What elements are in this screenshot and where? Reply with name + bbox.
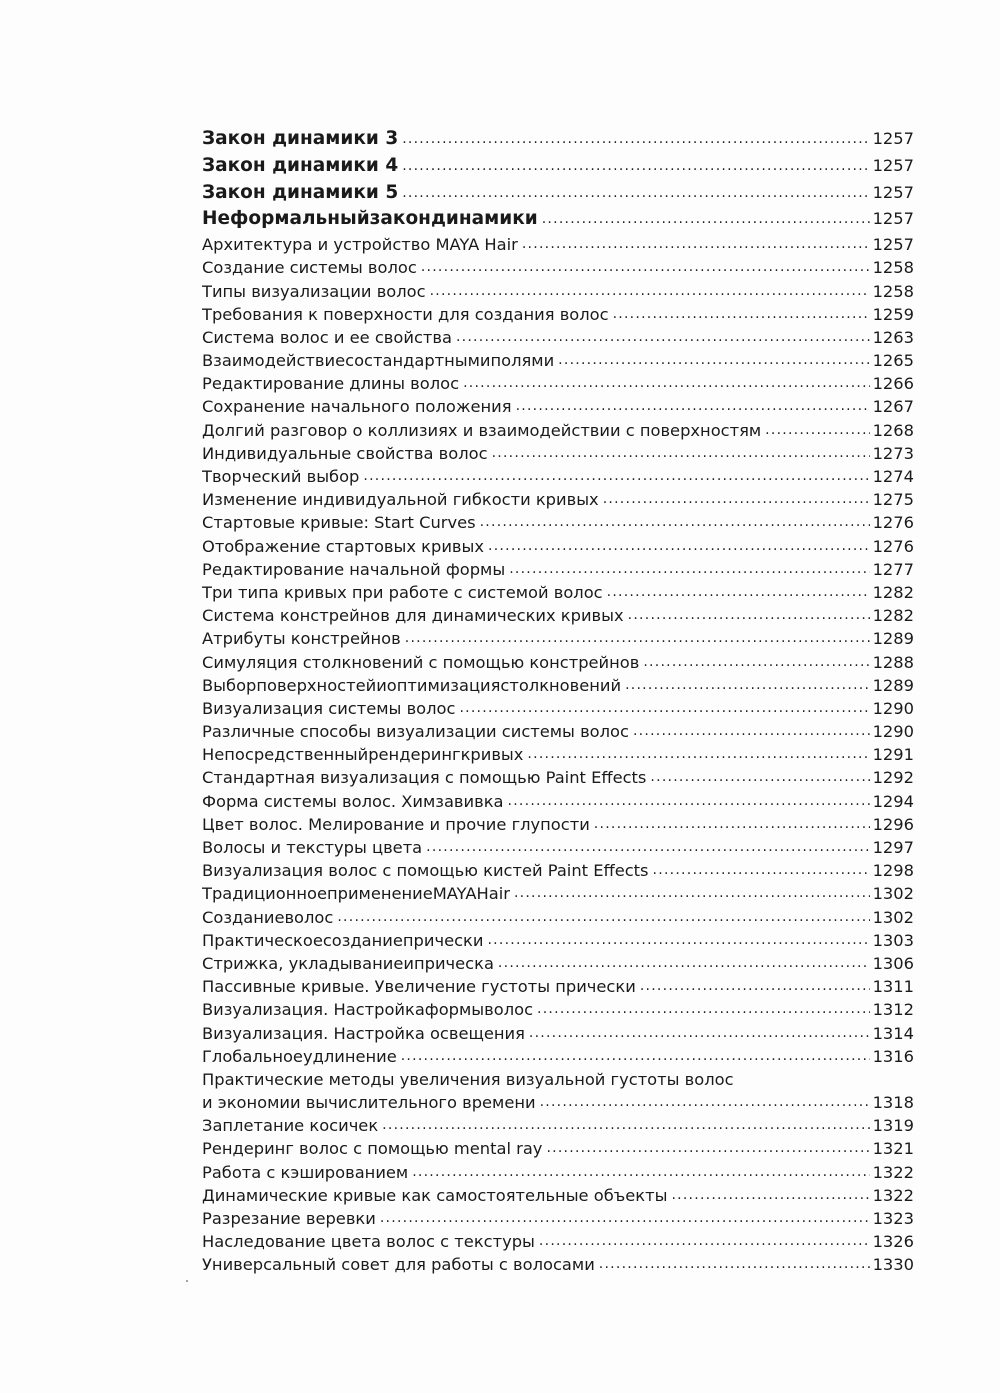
toc-entry-title: Волосы и текстуры цвета <box>202 838 423 858</box>
toc-entry <box>202 1068 914 1091</box>
dot-leader <box>540 1091 870 1114</box>
toc-entry-page-number: 1326 <box>872 1232 914 1252</box>
toc-entry-title: Стрижка, укладываниеиприческа <box>202 953 494 973</box>
toc-entry <box>202 952 914 975</box>
toc-entry <box>202 1230 914 1253</box>
toc-entry-page-number: 1316 <box>872 1046 914 1066</box>
toc-entry <box>202 581 914 604</box>
toc-entry-title: Выборповерхностейиоптимизациястолкновений <box>202 675 622 695</box>
dot-leader <box>463 372 870 395</box>
toc-entry-page-number: 1273 <box>872 443 914 463</box>
toc-entry-page-number: 1275 <box>872 490 914 510</box>
toc-entry <box>202 511 914 534</box>
dot-leader <box>402 126 869 153</box>
toc-entry-title: Три типа кривых при работе с системой волос <box>202 582 603 602</box>
toc-entry-title: Форма системы волос. Химзавивка <box>202 791 504 811</box>
toc-entry <box>202 1138 914 1161</box>
toc-entry-title: Созданиеволос <box>202 907 334 927</box>
toc-entry <box>202 929 914 952</box>
toc-entry-page-number: 1268 <box>872 420 914 440</box>
toc-entry-page-number: 1267 <box>872 397 914 417</box>
dot-leader <box>594 813 870 836</box>
dot-leader <box>643 651 869 674</box>
toc-entry-title: Закон динамики 4 <box>202 154 399 176</box>
dot-leader <box>633 720 870 743</box>
dot-leader <box>653 859 870 882</box>
toc-entry-title: Закон динамики 5 <box>202 181 399 203</box>
toc-entry-page-number: 1257 <box>872 155 914 175</box>
toc-entry-title: Визуализация. Настройка освещения <box>202 1023 525 1043</box>
toc-entry-page-number: 1314 <box>872 1023 914 1043</box>
dot-leader <box>650 767 869 790</box>
toc-entry-page-number: 1303 <box>872 930 914 950</box>
toc-entry-title: Визуализация. Настройкаформыволос <box>202 1000 534 1020</box>
toc-entry <box>202 767 914 790</box>
toc-entry <box>202 372 914 395</box>
toc-entry <box>202 790 914 813</box>
toc-entry <box>202 1045 914 1068</box>
dot-leader <box>402 180 869 207</box>
toc-entry-page-number: 1276 <box>872 513 914 533</box>
toc-entry-page-number: 1265 <box>872 351 914 371</box>
toc-entry-title: Атрибуты констрейнов <box>202 629 401 649</box>
dot-leader <box>382 1114 869 1137</box>
toc-entry-title: Архитектура и устройство MAYA Hair <box>202 235 518 255</box>
toc-entry-title: Наследование цвета волос с текстуры <box>202 1232 535 1252</box>
toc-entry-title: Редактирование длины волос <box>202 374 460 394</box>
toc-entry-page-number: 1258 <box>872 281 914 301</box>
dot-leader <box>765 419 869 442</box>
toc-entry-title: Рендеринг волос с помощью mental ray <box>202 1139 543 1159</box>
dot-leader <box>459 697 869 720</box>
toc-entry <box>202 697 914 720</box>
dot-leader <box>363 465 869 488</box>
toc-entry-title: Изменение индивидуальной гибкости кривых <box>202 490 599 510</box>
toc-entry-title: Долгий разговор о коллизиях и взаимодействии с поверхностям <box>202 420 762 440</box>
toc-entry-page-number: 1298 <box>872 861 914 881</box>
dot-leader <box>480 511 870 534</box>
dot-leader <box>492 442 870 465</box>
toc-entry-title: Универсальный совет для работы с волосами <box>202 1255 595 1275</box>
dot-leader <box>498 952 870 975</box>
toc-entry-page-number: 1292 <box>872 768 914 788</box>
toc-entry-title: Различные способы визуализации системы волос <box>202 722 629 742</box>
toc-entry-title: Разрезание веревки <box>202 1209 376 1229</box>
toc-entry-page-number: 1276 <box>872 536 914 556</box>
toc-entry <box>202 303 914 326</box>
toc-entry-page-number: 1302 <box>872 884 914 904</box>
dot-leader <box>516 396 870 419</box>
dot-leader <box>487 929 869 952</box>
toc-entry-title: Индивидуальные свойства волос <box>202 443 488 463</box>
toc-entry-title: Сохранение начального положения <box>202 397 512 417</box>
toc-entry-page-number: 1322 <box>872 1185 914 1205</box>
toc-entry <box>202 153 914 180</box>
toc-entry-page-number: 1291 <box>872 745 914 765</box>
toc-entry <box>202 349 914 372</box>
dot-leader <box>603 488 870 511</box>
toc-entry <box>202 280 914 303</box>
dot-leader <box>514 882 870 905</box>
toc-entry-page-number: 1282 <box>872 582 914 602</box>
dot-leader <box>546 1138 869 1161</box>
toc-entry-title: Глобальноеудлинение <box>202 1046 397 1066</box>
toc-entry-page-number: 1322 <box>872 1162 914 1182</box>
dot-leader <box>405 627 870 650</box>
toc-entry-title: Типы визуализации волос <box>202 281 426 301</box>
dot-leader <box>558 349 869 372</box>
scan-speck <box>186 1280 188 1282</box>
table-of-contents <box>202 126 914 1277</box>
toc-entry-page-number: 1282 <box>872 606 914 626</box>
toc-entry <box>202 906 914 929</box>
dot-leader <box>542 206 870 233</box>
dot-leader <box>488 535 870 558</box>
toc-entry-title: Взаимодействиесостандартнымиполями <box>202 351 555 371</box>
dot-leader <box>537 998 870 1021</box>
toc-entry-title: Работа с кэшированием <box>202 1162 409 1182</box>
toc-entry-title: Создание системы волос <box>202 258 417 278</box>
toc-entry <box>202 651 914 674</box>
toc-entry-page-number: 1296 <box>872 814 914 834</box>
dot-leader <box>522 233 870 256</box>
dot-leader <box>337 906 869 929</box>
dot-leader <box>613 303 870 326</box>
toc-entry-page-number: 1274 <box>872 467 914 487</box>
dot-leader <box>640 975 870 998</box>
toc-entry <box>202 998 914 1021</box>
toc-entry-page-number: 1290 <box>872 698 914 718</box>
toc-entry <box>202 326 914 349</box>
toc-entry-page-number: 1321 <box>872 1139 914 1159</box>
toc-entry-page-number: 1266 <box>872 374 914 394</box>
toc-entry <box>202 442 914 465</box>
toc-entry-page-number: 1259 <box>872 304 914 324</box>
toc-entry <box>202 1161 914 1184</box>
dot-leader <box>539 1230 870 1253</box>
toc-entry <box>202 558 914 581</box>
dot-leader <box>628 604 870 627</box>
dot-leader <box>402 153 869 180</box>
toc-entry-title: Заплетание косичек <box>202 1116 379 1136</box>
toc-entry-title: Неформальныйзакондинамики <box>202 208 538 230</box>
dot-leader <box>412 1161 869 1184</box>
toc-entry-page-number: 1257 <box>872 129 914 148</box>
toc-entry-page-number: 1312 <box>872 1000 914 1020</box>
toc-entry-page-number: 1318 <box>872 1093 914 1113</box>
toc-entry-title: Отображение стартовых кривых <box>202 536 485 556</box>
toc-entry-page-number: 1323 <box>872 1209 914 1229</box>
toc-entry-title: Практические методы увеличения визуальной густоты волос <box>202 1069 734 1089</box>
toc-entry <box>202 1114 914 1137</box>
dot-leader <box>529 1022 870 1045</box>
toc-entry-page-number: 1311 <box>872 977 914 997</box>
toc-entry-page-number: 1263 <box>872 327 914 347</box>
toc-entry-title: Непосредственныйрендерингкривых <box>202 745 524 765</box>
toc-entry <box>202 813 914 836</box>
toc-entry-title: Система волос и ее свойства <box>202 327 452 347</box>
toc-entry-page-number: 1297 <box>872 838 914 858</box>
toc-entry <box>202 233 914 256</box>
toc-entry <box>202 180 914 207</box>
dot-leader <box>401 1045 870 1068</box>
toc-entry-page-number: 1288 <box>872 652 914 672</box>
dot-leader <box>509 558 869 581</box>
toc-entry-title: Требования к поверхности для создания волос <box>202 304 609 324</box>
toc-entry-page-number: 1302 <box>872 907 914 927</box>
toc-entry-page-number: 1258 <box>872 258 914 278</box>
dot-leader <box>430 280 870 303</box>
toc-entry-page-number: 1294 <box>872 791 914 811</box>
toc-entry-page-number: 1290 <box>872 722 914 742</box>
toc-entry-page-number: 1289 <box>872 629 914 649</box>
toc-entry-page-number: 1330 <box>872 1255 914 1275</box>
toc-entry-title: Закон динамики 3 <box>202 128 399 149</box>
toc-entry-title: Система констрейнов для динамических кривых <box>202 606 624 626</box>
toc-entry <box>202 1207 914 1230</box>
dot-leader <box>527 743 869 766</box>
toc-entry <box>202 882 914 905</box>
toc-entry-title: Творческий выбор <box>202 467 360 487</box>
dot-leader <box>380 1207 870 1230</box>
toc-entry-title: Цвет волос. Мелирование и прочие глупости <box>202 814 590 834</box>
dot-leader <box>607 581 870 604</box>
toc-entry <box>202 836 914 859</box>
toc-entry-title: Визуализация системы волос <box>202 698 456 718</box>
toc-entry-page-number: 1257 <box>872 235 914 255</box>
toc-entry-title: ТрадиционноеприменениеMAYAHair <box>202 884 510 904</box>
toc-entry <box>202 1091 914 1114</box>
toc-entry-page-number: 1257 <box>872 182 914 202</box>
toc-entry-title: Пассивные кривые. Увеличение густоты прически <box>202 977 636 997</box>
toc-entry-title: Стандартная визуализация с помощью Paint Effects <box>202 768 647 788</box>
toc-entry-title: Стартовые кривые: Start Curves <box>202 513 476 533</box>
toc-entry <box>202 859 914 882</box>
toc-entry-page-number: 1277 <box>872 559 914 579</box>
toc-entry <box>202 1184 914 1207</box>
toc-entry-page-number: 1289 <box>872 675 914 695</box>
toc-entry-title: Симуляция столкновений с помощью констрейнов <box>202 652 640 672</box>
toc-entry <box>202 975 914 998</box>
toc-entry <box>202 206 914 233</box>
toc-entry <box>202 535 914 558</box>
toc-entry-title: Визуализация волос с помощью кистей Paint Effects <box>202 861 649 881</box>
toc-entry <box>202 1253 914 1276</box>
toc-entry-title: Редактирование начальной формы <box>202 559 506 579</box>
toc-entry-title: и экономии вычислительного времени <box>202 1093 536 1113</box>
toc-entry <box>202 488 914 511</box>
toc-entry <box>202 1022 914 1045</box>
toc-entry <box>202 720 914 743</box>
toc-entry <box>202 674 914 697</box>
toc-entry <box>202 465 914 488</box>
toc-entry <box>202 627 914 650</box>
toc-entry <box>202 126 914 153</box>
toc-entry-page-number: 1257 <box>872 209 914 229</box>
toc-entry <box>202 396 914 419</box>
dot-leader <box>508 790 870 813</box>
dot-leader <box>671 1184 869 1207</box>
toc-entry-page-number: 1306 <box>872 953 914 973</box>
toc-entry <box>202 743 914 766</box>
toc-entry <box>202 256 914 279</box>
toc-entry-page-number: 1319 <box>872 1116 914 1136</box>
dot-leader <box>421 256 870 279</box>
dot-leader <box>599 1253 870 1276</box>
dot-leader <box>625 674 870 697</box>
toc-entry-title: Практическоесозданиепрически <box>202 930 484 950</box>
dot-leader <box>456 326 870 349</box>
toc-entry <box>202 419 914 442</box>
dot-leader <box>426 836 869 859</box>
toc-entry <box>202 604 914 627</box>
toc-entry-title: Динамические кривые как самостоятельные объекты <box>202 1185 668 1205</box>
